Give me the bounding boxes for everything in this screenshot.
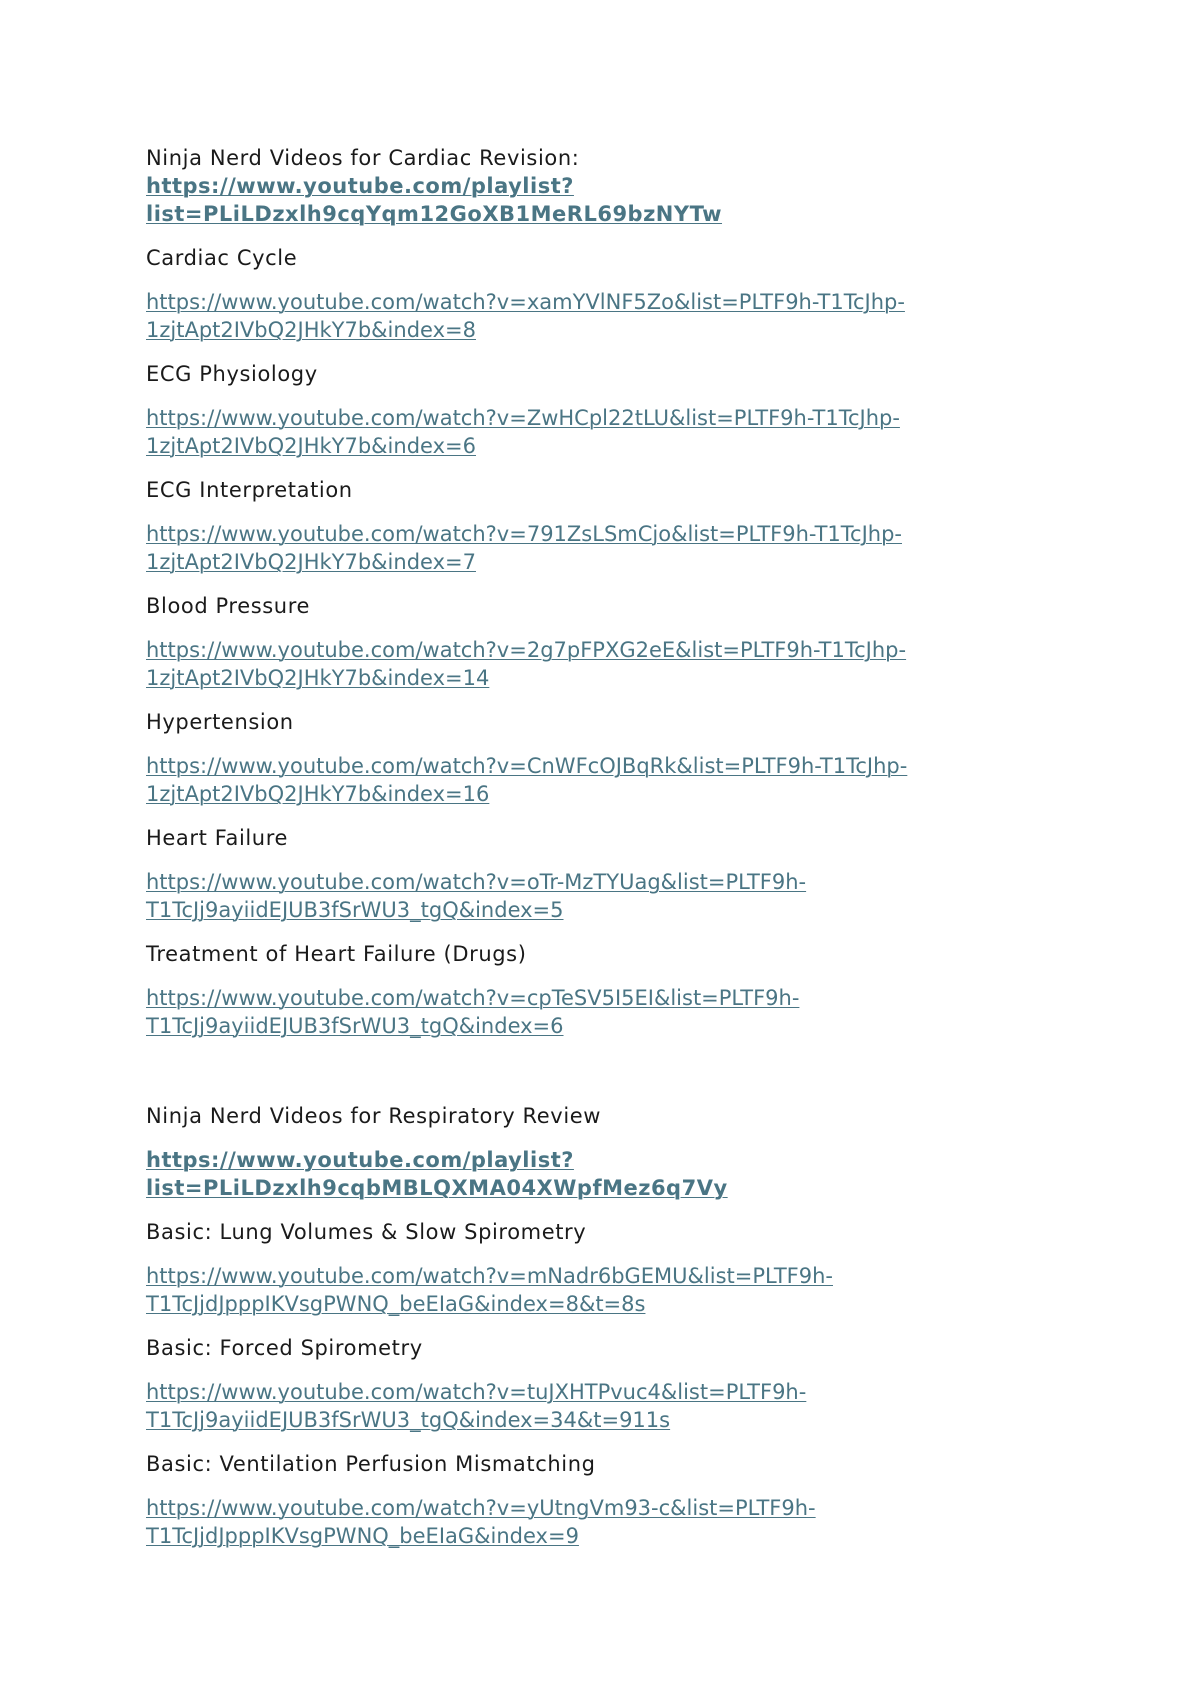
cardiac-section (146, 144, 1126, 1040)
video-link-line2: T1TcJj9ayiidEJUB3fSrWU3_tgQ&index=5 (146, 898, 564, 922)
video-entry-ecg-physiology (146, 360, 1126, 460)
video-link[interactable] (146, 636, 1126, 692)
video-link-line1: https://www.youtube.com/watch?v=xamYVlNF5Zo&list=PLTF9h-T1TcJhp- (146, 290, 905, 314)
video-link-line2: 1zjtApt2IVbQ2JHkY7b&index=6 (146, 434, 476, 458)
video-link-line1: https://www.youtube.com/watch?v=yUtngVm93-c&list=PLTF9h- (146, 1496, 816, 1520)
respiratory-playlist-link-line1: https://www.youtube.com/playlist? (146, 1148, 574, 1172)
video-heading: Basic: Forced Spirometry (146, 1336, 423, 1360)
video-link-line1: https://www.youtube.com/watch?v=2g7pFPXG2eE&list=PLTF9h-T1TcJhp- (146, 638, 907, 662)
video-link-line1: https://www.youtube.com/watch?v=mNadr6bGEMU&list=PLTF9h- (146, 1264, 833, 1288)
video-link-line1: https://www.youtube.com/watch?v=ZwHCpl22tLU&list=PLTF9h-T1TcJhp- (146, 406, 900, 430)
respiratory-playlist-link-line2: list=PLiLDzxlh9cqbMBLQXMA04XWpfMez6q7Vy (146, 1176, 728, 1200)
video-heading: ECG Physiology (146, 362, 318, 386)
video-link-line2: 1zjtApt2IVbQ2JHkY7b&index=8 (146, 318, 476, 342)
video-heading: Hypertension (146, 710, 294, 734)
video-link[interactable] (146, 868, 1126, 924)
video-heading: Basic: Lung Volumes & Slow Spirometry (146, 1220, 587, 1244)
video-heading: Treatment of Heart Failure (Drugs) (146, 942, 527, 966)
video-entry-heart-failure (146, 824, 1126, 924)
video-link[interactable] (146, 520, 1126, 576)
cardiac-section-title: Ninja Nerd Videos for Cardiac Revision: (146, 146, 580, 170)
video-entry-blood-pressure (146, 592, 1126, 692)
respiratory-section-title: Ninja Nerd Videos for Respiratory Review (146, 1104, 602, 1128)
video-link[interactable] (146, 1494, 1126, 1550)
video-heading: Heart Failure (146, 826, 289, 850)
video-entry-vq-mismatching (146, 1450, 1126, 1550)
video-link[interactable] (146, 1262, 1126, 1318)
video-entry-hypertension (146, 708, 1126, 808)
video-heading: Cardiac Cycle (146, 246, 298, 270)
video-link-line2: T1TcJj9ayiidEJUB3fSrWU3_tgQ&index=6 (146, 1014, 564, 1038)
video-link-line1: https://www.youtube.com/watch?v=cpTeSV5I5EI&list=PLTF9h- (146, 986, 800, 1010)
document-page (146, 144, 1126, 1550)
video-link-line1: https://www.youtube.com/watch?v=791ZsLSmCjo&list=PLTF9h-T1TcJhp- (146, 522, 902, 546)
video-entry-forced-spirometry (146, 1334, 1126, 1434)
video-heading: Blood Pressure (146, 594, 311, 618)
video-entry-heart-failure-drugs (146, 940, 1126, 1040)
video-entry-cardiac-cycle (146, 244, 1126, 344)
video-link[interactable] (146, 404, 1126, 460)
respiratory-playlist-link[interactable] (146, 1146, 1126, 1202)
cardiac-playlist-link-line1: https://www.youtube.com/playlist? (146, 174, 574, 198)
video-link[interactable] (146, 288, 1126, 344)
video-entry-lung-volumes (146, 1218, 1126, 1318)
video-link-line2: 1zjtApt2IVbQ2JHkY7b&index=14 (146, 666, 490, 690)
video-link[interactable] (146, 752, 1126, 808)
video-heading: Basic: Ventilation Perfusion Mismatching (146, 1452, 596, 1476)
cardiac-playlist-link[interactable] (146, 172, 1126, 228)
video-link-line2: 1zjtApt2IVbQ2JHkY7b&index=7 (146, 550, 476, 574)
video-link-line1: https://www.youtube.com/watch?v=CnWFcOJBqRk&list=PLTF9h-T1TcJhp- (146, 754, 908, 778)
video-link-line2: T1TcJj9ayiidEJUB3fSrWU3_tgQ&index=34&t=911s (146, 1408, 671, 1432)
video-link[interactable] (146, 1378, 1126, 1434)
video-heading: ECG Interpretation (146, 478, 353, 502)
video-link[interactable] (146, 984, 1126, 1040)
video-link-line2: T1TcJjdJpppIKVsgPWNQ_beEIaG&index=9 (146, 1524, 579, 1548)
cardiac-playlist-link-line2: list=PLiLDzxlh9cqYqm12GoXB1MeRL69bzNYTw (146, 202, 723, 226)
section-spacer (146, 1040, 1126, 1102)
video-entry-ecg-interpretation (146, 476, 1126, 576)
video-link-line1: https://www.youtube.com/watch?v=tuJXHTPvuc4&list=PLTF9h- (146, 1380, 807, 1404)
video-link-line2: T1TcJjdJpppIKVsgPWNQ_beEIaG&index=8&t=8s (146, 1292, 646, 1316)
video-link-line2: 1zjtApt2IVbQ2JHkY7b&index=16 (146, 782, 490, 806)
respiratory-section (146, 1102, 1126, 1550)
video-link-line1: https://www.youtube.com/watch?v=oTr-MzTYUag&list=PLTF9h- (146, 870, 807, 894)
